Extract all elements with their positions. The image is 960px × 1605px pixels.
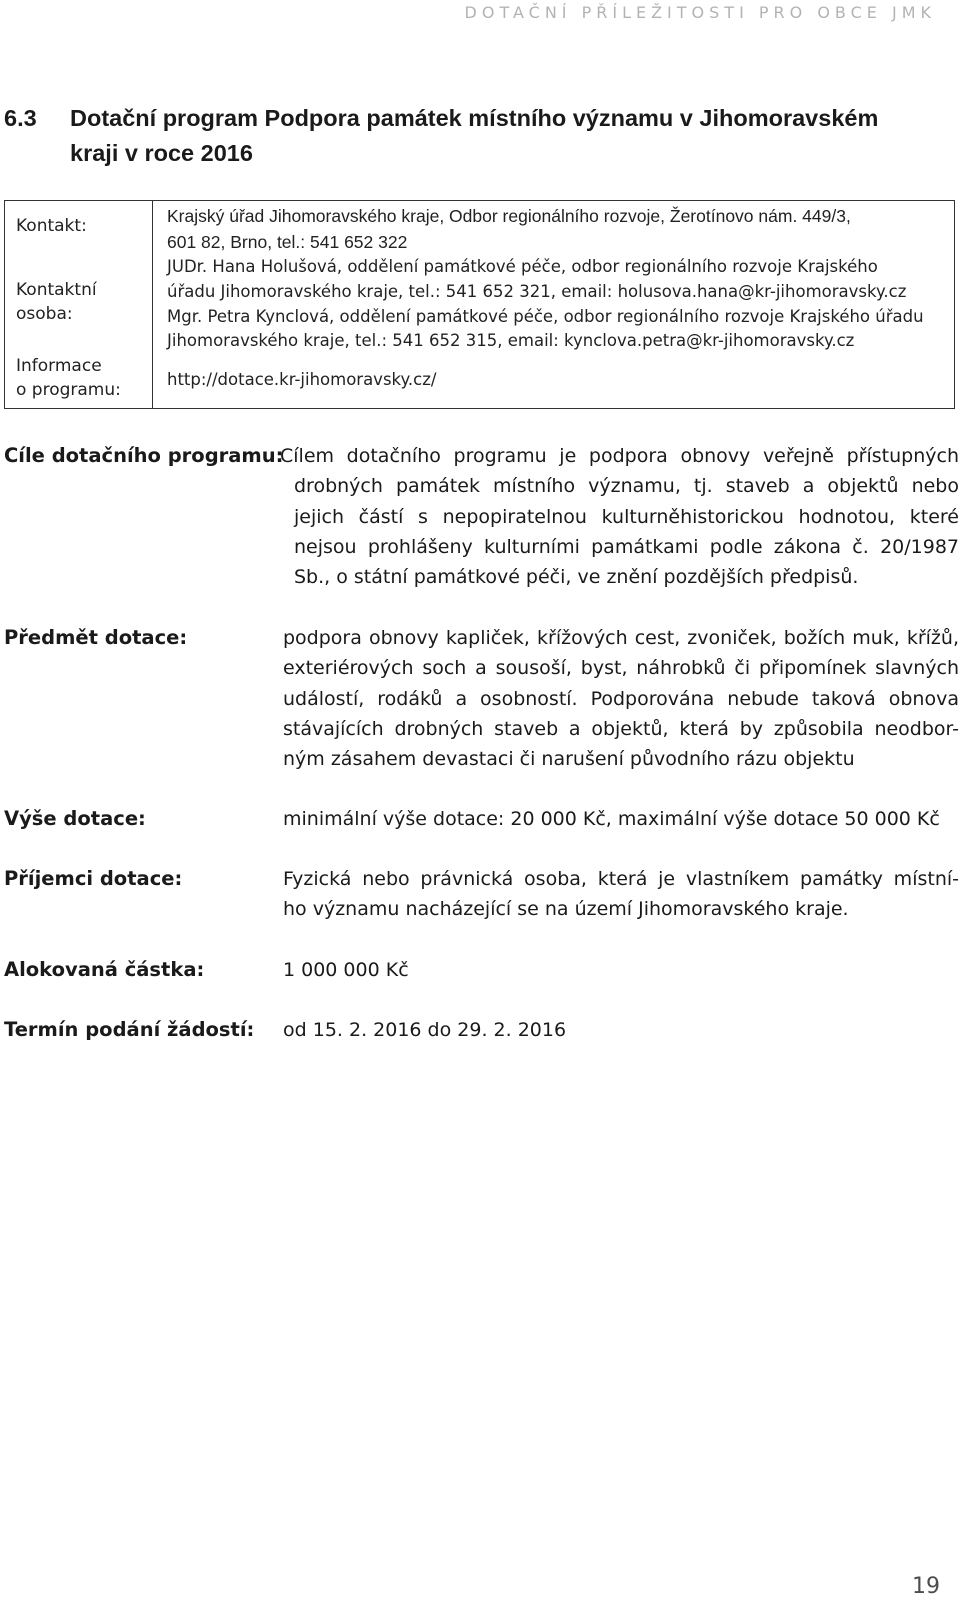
allocated-label: Alokovaná částka: <box>4 958 205 981</box>
contact-box <box>4 200 955 409</box>
deadline-value: od 15. 2. 2016 do 29. 2. 2016 <box>283 1019 567 1041</box>
section-title <box>4 101 954 171</box>
info-label-line-1: Informace <box>16 356 102 376</box>
recipients-line: Fyzická nebo právnická osoba, která je vlastníkem památky místní- <box>283 868 959 890</box>
amount-value: minimální výše dotace: 20 000 Kč, maximální výše dotace 50 000 Kč <box>283 808 940 830</box>
goal-line: Sb., o státní památkové péči, ve znění pozdějších předpisů. <box>294 566 859 589</box>
recipients-label: Příjemci dotace: <box>4 867 183 890</box>
contact-box-divider <box>152 201 153 408</box>
contact-person-line-4: Jihomoravského kraje, tel.: 541 652 315, email: kynclova.petra@kr-jihomoravsky.cz <box>167 331 855 350</box>
contact-person-line-3: Mgr. Petra Kynclová, oddělení památkové péče, odbor regionálního rozvoje Krajského úřadu <box>167 307 924 326</box>
subject-line: exteriérových soch a sousoší, byst, náhrobků či připomínek slavných <box>283 657 959 680</box>
section-number: 6.3 <box>4 105 37 131</box>
contact-person-label-line-1: Kontaktní <box>16 280 97 300</box>
goal-line: drobných památek místního významu, tj. staveb a objektů nebo <box>294 475 959 498</box>
section-title-line-1: Dotační program Podpora památek místního významu v Jihomoravském <box>70 105 879 131</box>
contact-person-line-1: JUDr. Hana Holušová, oddělení památkové péče, odbor regionálního rozvoje Krajského <box>167 257 878 276</box>
goal-line: Cílem dotačního programu je podpora obnovy veřejně přístupných <box>280 445 959 467</box>
subject-line: ným zásahem devastaci či narušení původního rázu objektu <box>283 748 855 771</box>
info-url-link[interactable]: http://dotace.kr-jihomoravsky.cz/ <box>167 370 437 389</box>
contact-line-1: Krajský úřad Jihomoravského kraje, Odbor regionálního rozvoje, Žerotínovo nám. 449/3, <box>167 206 851 226</box>
goal-text <box>280 441 959 592</box>
recipients-text <box>283 864 959 925</box>
recipients-line: ho významu nacházející se na území Jihomoravského kraje. <box>283 898 849 921</box>
page-number: 19 <box>912 1574 940 1599</box>
deadline-label: Termín podání žádostí: <box>4 1018 255 1041</box>
subject-text <box>283 623 959 774</box>
contact-line-2: 601 82, Brno, tel.: 541 652 322 <box>167 232 408 252</box>
subject-line: podpora obnovy kapliček, křížových cest, zvoniček, božích muk, křížů, <box>283 627 959 649</box>
amount-label: Výše dotace: <box>4 807 146 830</box>
goal-line: nejsou prohlášeny kulturními památkami podle zákona č. 20/1987 <box>294 535 959 558</box>
subject-label: Předmět dotace: <box>4 626 188 649</box>
contact-person-line-2: úřadu Jihomoravského kraje, tel.: 541 652 321, email: holusova.hana@kr-jihomoravsky.cz <box>167 282 907 301</box>
allocated-value: 1 000 000 Kč <box>283 959 409 981</box>
goal-line: jejich částí s nepopiratelnou kulturněhistorickou hodnotou, které <box>294 505 959 528</box>
info-label-line-2: o programu: <box>16 380 121 400</box>
contact-person-label-line-2: osoba: <box>16 304 73 324</box>
subject-line: stávajících drobných staveb a objektů, která by způsobila neodbor- <box>283 717 959 740</box>
contact-label: Kontakt: <box>16 216 87 236</box>
goal-label: Cíle dotačního programu: <box>4 444 284 467</box>
section-title-line-2: kraji v roce 2016 <box>70 140 253 166</box>
running-header: DOTAČNÍ PŘÍLEŽITOSTI PRO OBCE JMK <box>464 3 936 22</box>
subject-line: událostí, rodáků a osobností. Podporována nebude taková obnova <box>283 687 959 710</box>
